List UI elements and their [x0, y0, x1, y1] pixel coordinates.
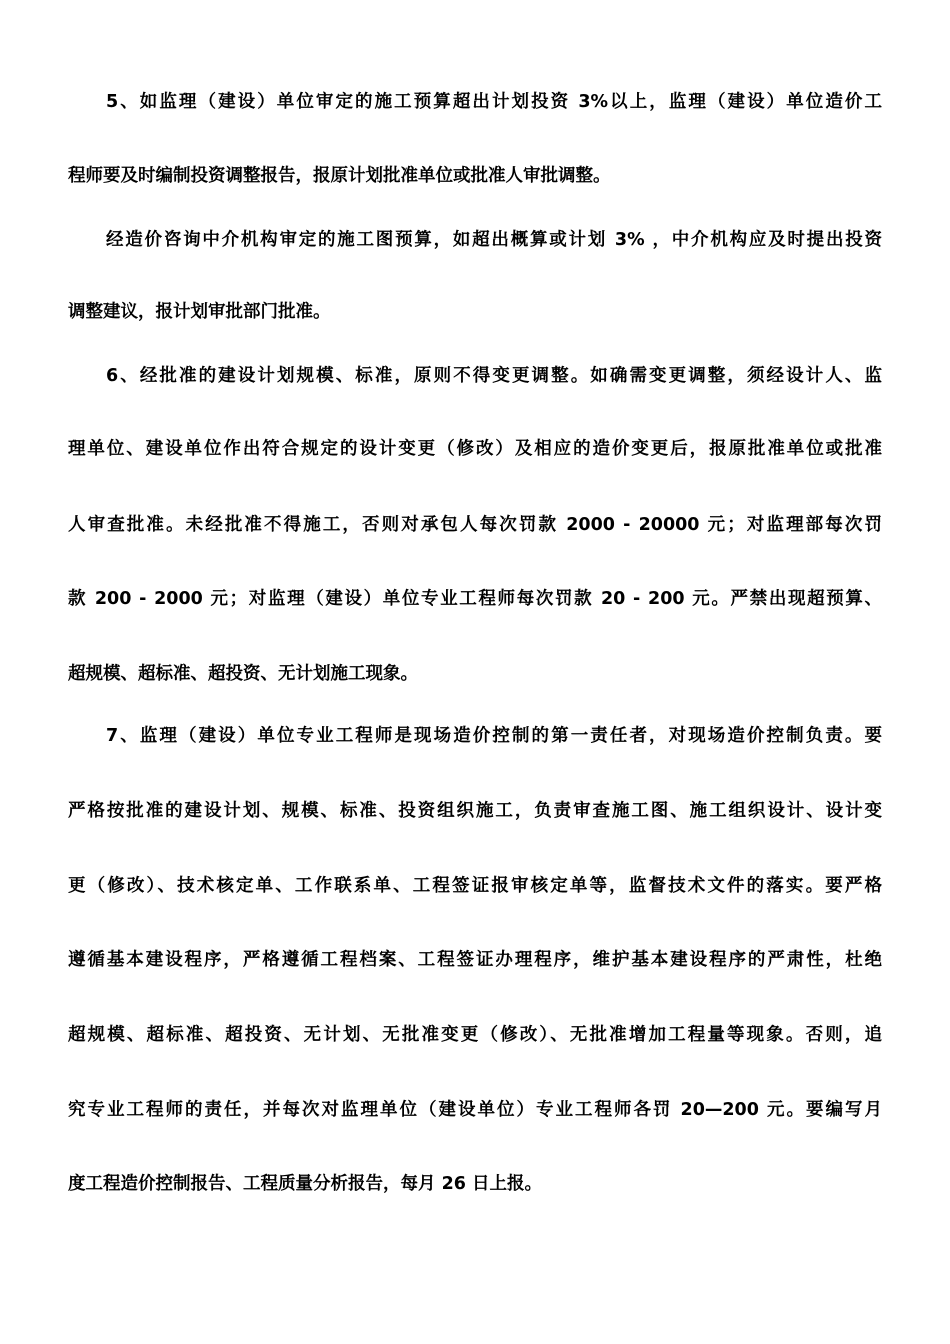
paragraph-5-line-1: 5、如监理（建设）单位审定的施工预算超出计划投资 3%以上，监理（建设）单位造价工 [106, 92, 882, 112]
paragraph-7-line-6: 究专业工程师的责任，并每次对监理单位（建设单位）专业工程师各罚 20—200 元。要编写月 [68, 1100, 882, 1120]
paragraph-6-line-5: 超规模、超标准、超投资、无计划施工现象。 [68, 664, 418, 684]
paragraph-6-line-1: 6、经批准的建设计划规模、标准，原则不得变更调整。如确需变更调整，须经设计人、监 [106, 366, 882, 386]
paragraph-7-line-5: 超规模、超标准、超投资、无计划、无批准变更（修改）、无批准增加工程量等现象。否则，追 [68, 1025, 882, 1045]
paragraph-5-line-2: 程师要及时编制投资调整报告，报原计划批准单位或批准人审批调整。 [68, 166, 611, 186]
paragraph-7-line-7: 度工程造价控制报告、工程质量分析报告，每月 26 日上报。 [68, 1174, 543, 1194]
paragraph-5b-line-2: 调整建议，报计划审批部门批准。 [68, 302, 331, 322]
paragraph-7-line-1: 7、监理（建设）单位专业工程师是现场造价控制的第一责任者，对现场造价控制负责。要 [106, 726, 882, 746]
paragraph-6-line-2: 理单位、建设单位作出符合规定的设计变更（修改）及相应的造价变更后，报原批准单位或批准 [68, 439, 882, 459]
paragraph-7-line-2: 严格按批准的建设计划、规模、标准、投资组织施工，负责审查施工图、施工组织设计、设计变 [68, 801, 882, 821]
paragraph-5b-line-1: 经造价咨询中介机构审定的施工图预算，如超出概算或计划 3% ，中介机构应及时提出投资 [106, 230, 882, 250]
paragraph-6-line-3: 人审查批准。未经批准不得施工，否则对承包人每次罚款 2000 - 20000 元；对监理部每次罚 [68, 515, 882, 535]
paragraph-7-line-4: 遵循基本建设程序，严格遵循工程档案、工程签证办理程序，维护基本建设程序的严肃性，杜绝 [68, 950, 882, 970]
paragraph-6-line-4: 款 200 - 2000 元；对监理（建设）单位专业工程师每次罚款 20 - 200 元。严禁出现超预算、 [68, 589, 882, 609]
paragraph-7-line-3: 更（修改）、技术核定单、工作联系单、工程签证报审核定单等，监督技术文件的落实。要严格 [68, 876, 882, 896]
